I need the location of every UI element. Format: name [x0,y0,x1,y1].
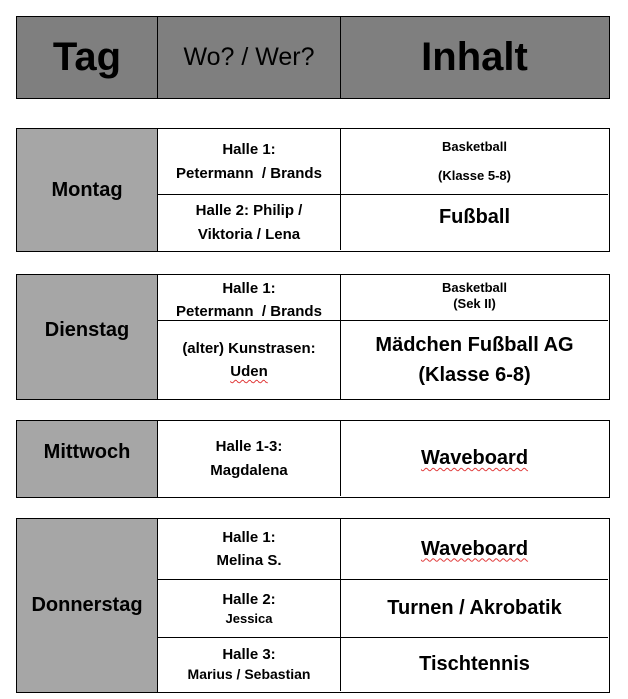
where-who-cell [158,519,341,580]
day-cell-mittwoch [17,421,158,497]
activity-label: Basketball [441,138,508,154]
location-label: Halle 1-3: [215,438,283,456]
staff-label: Magdalena [210,461,288,479]
day-label: Donnerstag [31,594,143,616]
where-who-cell [158,421,341,496]
staff-label: Marius / Sebastian [187,666,311,683]
class-label: (Klasse 5-8) [438,167,511,183]
day-cell-donnerstag [17,519,158,692]
staff-label: Jessica [225,610,273,626]
day-cell-dienstag [17,275,158,399]
where-who-cell [158,275,341,321]
header-where-who [158,17,341,98]
class-label: (Klasse 6-8) [418,364,531,386]
staff-label: Melina S. [216,552,282,569]
location-label: Halle 1: [222,280,276,297]
staff-label: Petermann / Brands [176,302,322,320]
location-label: Halle 1: [222,141,276,159]
location-label: Halle 1: [222,528,276,546]
day-label: Mittwoch [43,441,131,463]
day-block-donnerstag [16,518,610,693]
where-who-cell [158,580,341,638]
activity-label: Waveboard [420,537,529,560]
where-who-cell [158,638,341,691]
activity-label: Fußball [438,205,511,228]
location-label: Halle 3: [222,645,276,663]
content-cell [341,129,608,195]
activity-label: Waveboard [420,447,529,469]
content-cell [341,421,608,496]
staff-label: Viktoria / Lena [197,225,301,243]
day-block-dienstag [16,274,610,400]
header-where-who-label: Wo? / Wer? [183,43,315,71]
activity-label: Tischtennis [419,653,530,675]
activity-label: Mädchen Fußball AG [375,334,574,356]
content-cell [341,195,608,239]
location-label: Halle 2: [222,590,276,608]
location-label: (alter) Kunstrasen: [182,339,316,357]
where-who-cell [158,321,341,399]
class-label: (Sek II) [453,295,496,311]
header-day [17,17,158,98]
where-who-cell [158,129,341,195]
day-cell-montag [17,129,158,251]
content-cell [341,275,608,321]
day-label: Dienstag [44,319,130,341]
content-cell [341,321,608,399]
activity-label: Turnen / Akrobatik [387,597,562,619]
day-label: Montag [51,178,123,201]
day-block-montag [16,128,610,252]
content-cell [341,519,608,580]
header-day-label: Tag [52,35,122,79]
day-block-mittwoch [16,420,610,498]
header-content [341,17,608,98]
where-who-cell [158,195,341,250]
content-cell [341,580,608,638]
activity-label: Basketball [441,280,508,295]
location-label: Halle 2: Philip / [195,202,303,220]
staff-label: Petermann / Brands [176,164,322,182]
header-content-label: Inhalt [421,35,528,79]
header-row [16,16,610,99]
staff-label: Uden [230,363,268,380]
content-cell [341,638,608,691]
